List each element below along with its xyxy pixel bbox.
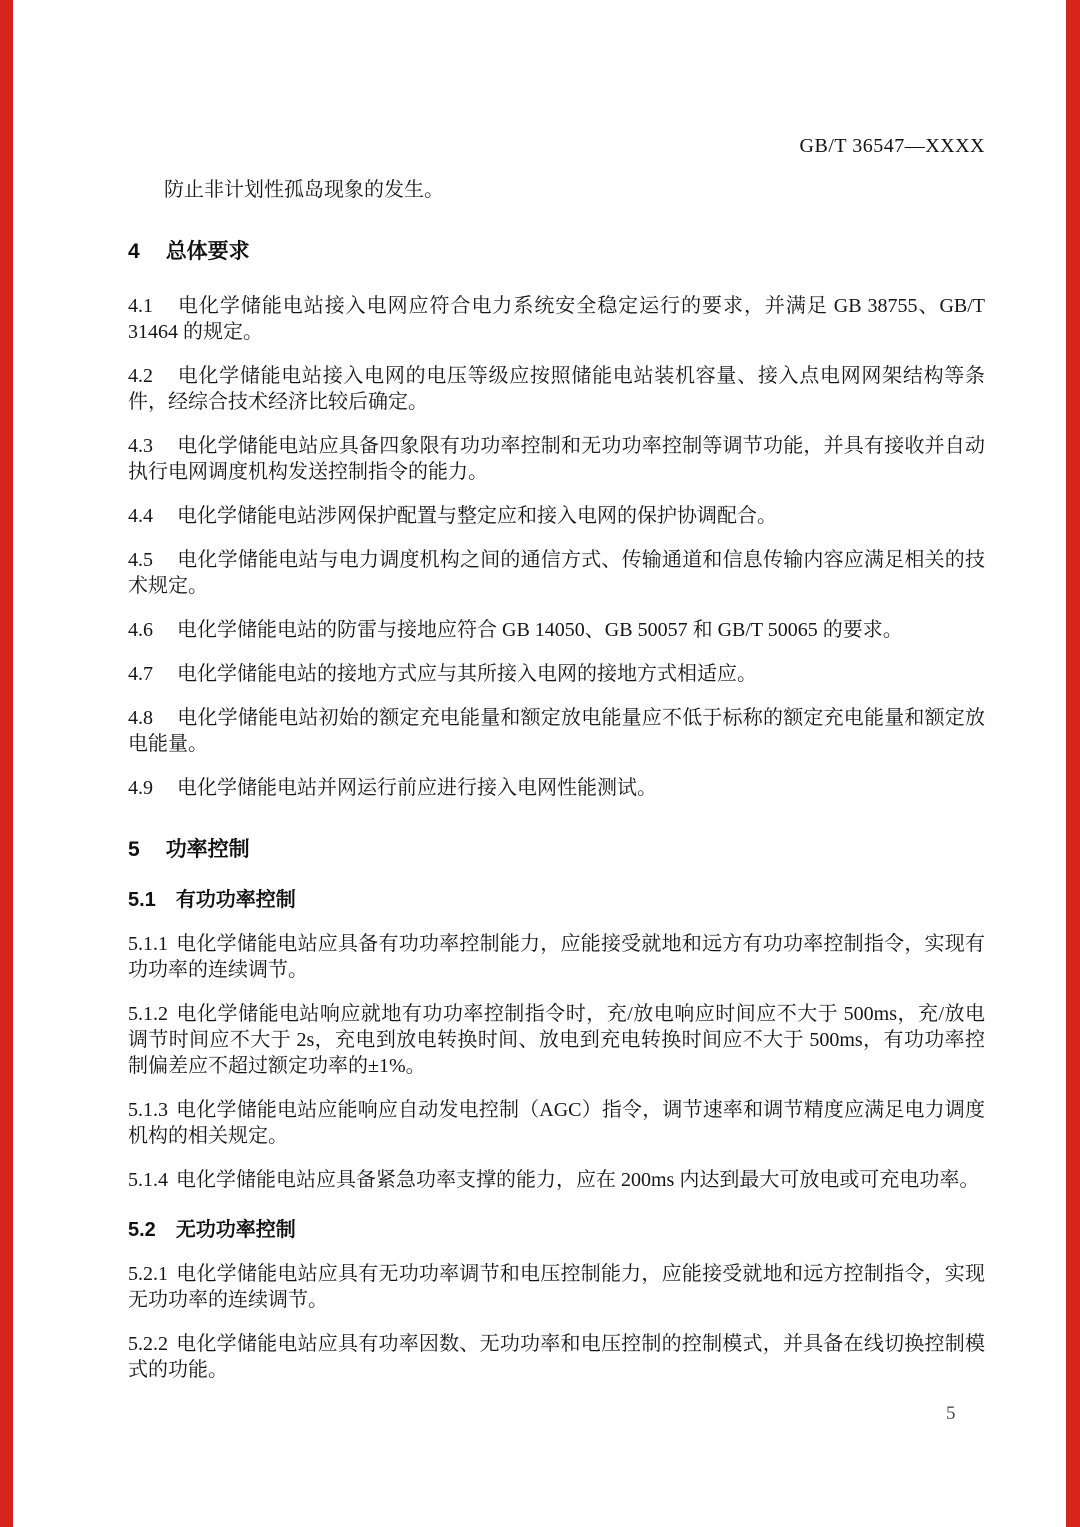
clause-4-3 (128, 433, 985, 485)
clause-text: 电化学储能电站的接地方式应与其所接入电网的接地方式相适应。 (177, 663, 757, 685)
clause-number: 4.3 (128, 435, 153, 457)
section-number: 4 (128, 240, 140, 263)
standard-number: GB/T 36547—XXXX (799, 135, 985, 157)
page-edge-right (1066, 0, 1080, 1527)
section-title: 总体要求 (165, 240, 250, 263)
clause-text: 电化学储能电站并网运行前应进行接入电网性能测试。 (177, 777, 657, 799)
intro-paragraph: 防止非计划性孤岛现象的发生。 (164, 179, 444, 201)
subsection-title: 有功功率控制 (175, 889, 296, 911)
clause-5-2-2 (128, 1331, 985, 1383)
clause-text: 电化学储能电站响应就地有功功率控制指令时，充/放电响应时间应不大于 500ms，充/放电调节时间应不大于 2s，充电到放电转换时间、放电到充电转换时间应不大于 500ms，有功功率控制偏差应不超过额定功率的±1%。 (128, 1003, 985, 1077)
clause-text: 电化学储能电站接入电网的电压等级应按照储能电站装机容量、接入点电网网架结构等条件，经综合技术经济比较后确定。 (128, 365, 985, 413)
clause-number: 4.8 (128, 707, 153, 729)
page-number: 5 (946, 1403, 956, 1424)
clause-number: 4.5 (128, 549, 153, 571)
clause-number: 4.7 (128, 663, 153, 685)
clause-text: 电化学储能电站应具有功率因数、无功功率和电压控制的控制模式，并具备在线切换控制模式的功能。 (128, 1333, 985, 1381)
clause-text: 电化学储能电站应具有无功功率调节和电压控制能力，应能接受就地和远方控制指令，实现无功功率的连续调节。 (128, 1263, 985, 1311)
clause-5-1-1 (128, 931, 985, 983)
clause-number: 5.2.2 (128, 1333, 168, 1355)
clause-number: 5.2.1 (128, 1263, 168, 1285)
section-number: 5 (128, 838, 140, 861)
clause-4-7 (128, 661, 985, 687)
clause-text: 电化学储能电站与电力调度机构之间的通信方式、传输通道和信息传输内容应满足相关的技术规定。 (128, 549, 985, 597)
clause-number: 5.1.2 (128, 1003, 168, 1025)
clause-number: 4.1 (128, 295, 153, 317)
clause-text: 电化学储能电站涉网保护配置与整定应和接入电网的保护协调配合。 (177, 505, 777, 527)
clause-4-6 (128, 617, 985, 643)
clause-number: 5.1.4 (128, 1169, 168, 1191)
clause-number: 5.1.3 (128, 1099, 168, 1121)
clause-text: 电化学储能电站初始的额定充电能量和额定放电能量应不低于标称的额定充电能量和额定放电能量。 (128, 707, 985, 755)
section-title: 功率控制 (165, 838, 250, 861)
clause-4-4 (128, 503, 985, 529)
clause-4-9 (128, 775, 985, 801)
clause-5-1-2 (128, 1001, 985, 1079)
clause-number: 5.1.1 (128, 933, 168, 955)
clause-number: 4.4 (128, 505, 153, 527)
clause-number: 4.6 (128, 619, 153, 641)
clause-4-2 (128, 363, 985, 415)
page-content (128, 133, 985, 1383)
clause-4-1 (128, 293, 985, 345)
clause-5-2-1 (128, 1261, 985, 1313)
section-heading-5 (128, 837, 985, 863)
clause-number: 4.2 (128, 365, 153, 387)
clause-text: 电化学储能电站应具备有功功率控制能力，应能接受就地和远方有功功率控制指令，实现有功功率的连续调节。 (128, 933, 985, 981)
clause-4-8 (128, 705, 985, 757)
clause-text: 电化学储能电站的防雷与接地应符合 GB 14050、GB 50057 和 GB/T 50065 的要求。 (177, 619, 903, 641)
clause-5-1-3 (128, 1097, 985, 1149)
subsection-title: 无功功率控制 (175, 1219, 296, 1241)
clause-number: 4.9 (128, 777, 153, 799)
subsection-heading-5-1 (128, 887, 985, 913)
page-edge-left (0, 0, 13, 1527)
section-heading-4 (128, 239, 985, 265)
subsection-number: 5.1 (128, 889, 156, 911)
clause-text: 电化学储能电站接入电网应符合电力系统安全稳定运行的要求，并满足 GB 38755、GB/T 31464 的规定。 (128, 295, 985, 343)
clause-text: 电化学储能电站应能响应自动发电控制（AGC）指令，调节速率和调节精度应满足电力调度机构的相关规定。 (128, 1099, 985, 1147)
clause-5-1-4 (128, 1167, 985, 1193)
subsection-number: 5.2 (128, 1219, 156, 1241)
clause-text: 电化学储能电站应具备紧急功率支撑的能力，应在 200ms 内达到最大可放电或可充电功率。 (176, 1169, 980, 1191)
subsection-heading-5-2 (128, 1217, 985, 1243)
clause-4-5 (128, 547, 985, 599)
clause-text: 电化学储能电站应具备四象限有功功率控制和无功功率控制等调节功能，并具有接收并自动执行电网调度机构发送控制指令的能力。 (128, 435, 985, 483)
